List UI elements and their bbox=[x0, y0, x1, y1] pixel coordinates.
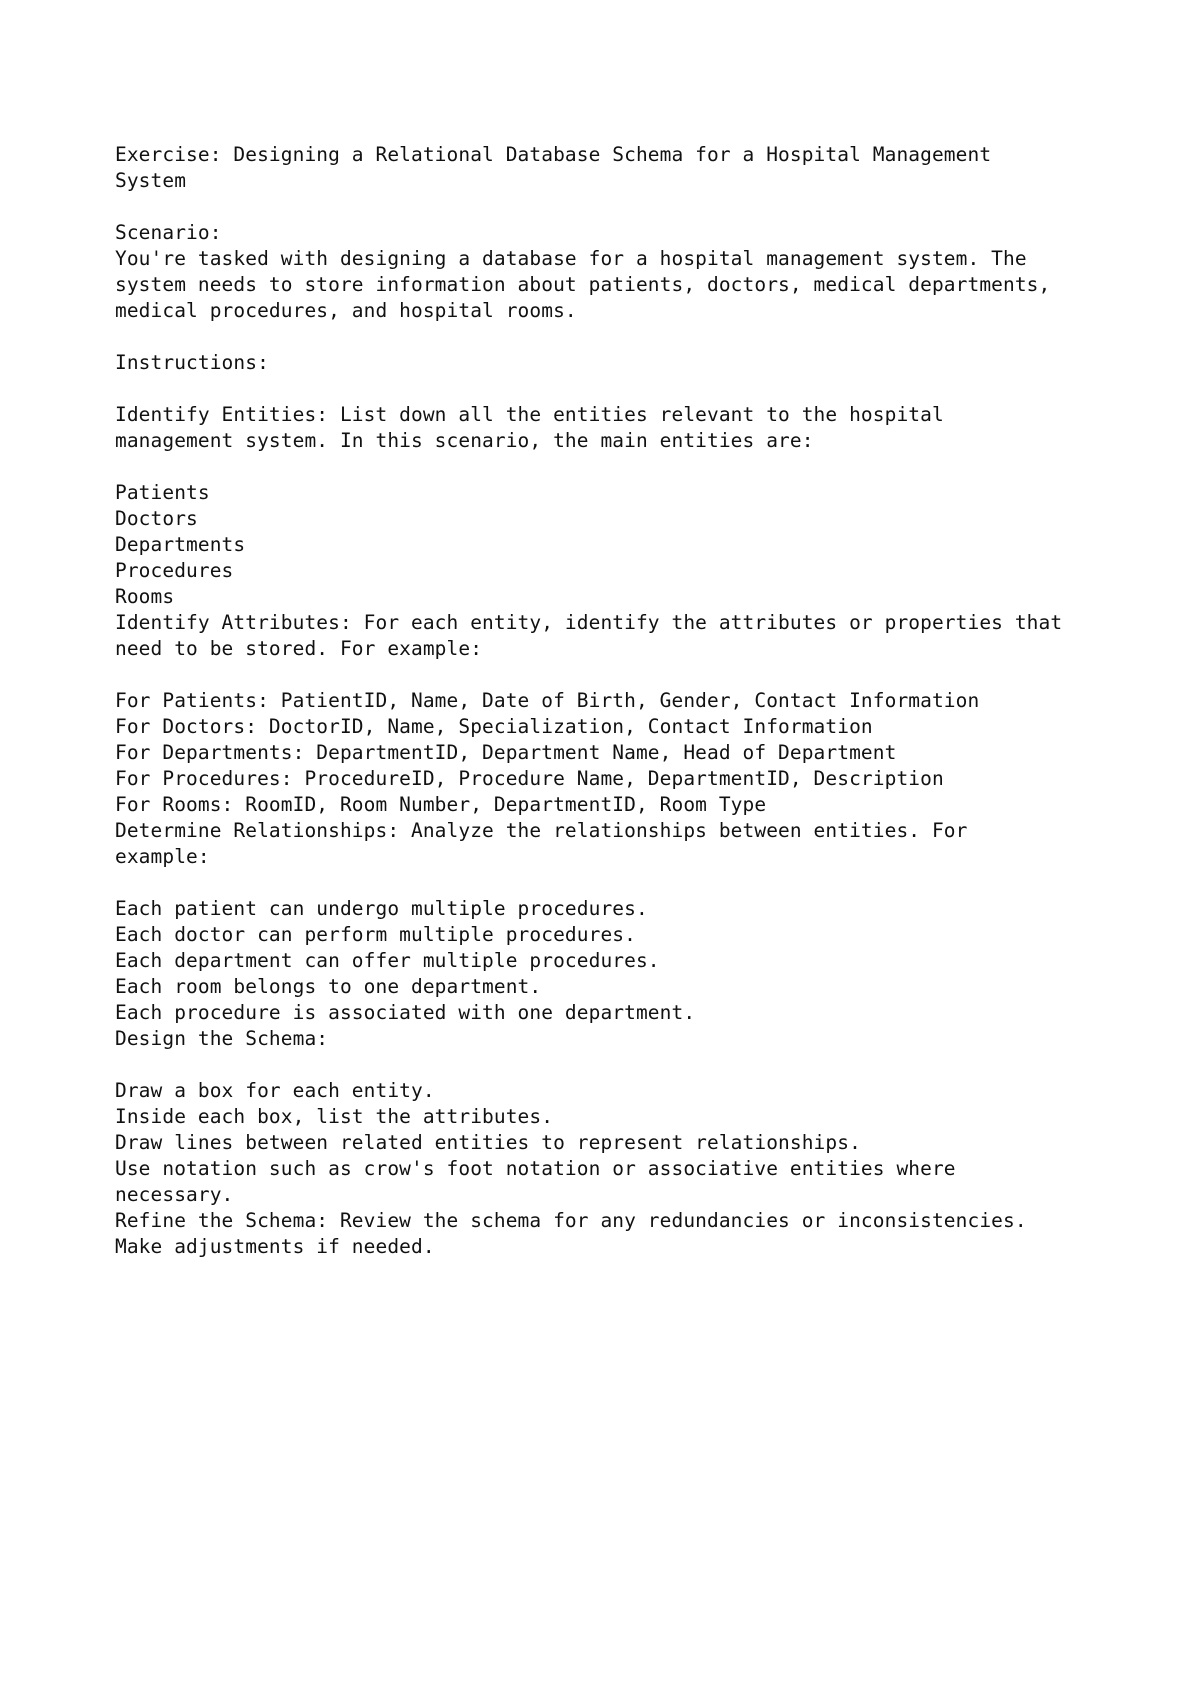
design-step: Draw lines between related entities to represent relationships. bbox=[115, 1131, 861, 1154]
relationships-line: example: bbox=[115, 845, 210, 868]
relationship-item: Each room belongs to one department. bbox=[115, 975, 542, 998]
identify-entities-line: Identify Entities: List down all the entities relevant to the hospital bbox=[115, 403, 944, 426]
attribute-item: For Procedures: ProcedureID, Procedure Name, DepartmentID, Description bbox=[115, 767, 944, 790]
identify-attributes-line: need to be stored. For example: bbox=[115, 637, 483, 660]
relationships-line: Determine Relationships: Analyze the relationships between entities. For bbox=[115, 819, 968, 842]
entity-item: Procedures bbox=[115, 559, 234, 582]
scenario-line: medical procedures, and hospital rooms. bbox=[115, 299, 577, 322]
design-step: Use notation such as crow's foot notation or associative entities where bbox=[115, 1157, 956, 1180]
title-line-1: Exercise: Designing a Relational Database Schema for a Hospital Management bbox=[115, 143, 992, 166]
design-step: Draw a box for each entity. bbox=[115, 1079, 435, 1102]
title-line-2: System bbox=[115, 169, 187, 192]
relationship-item: Each patient can undergo multiple procedures. bbox=[115, 897, 648, 920]
spacer bbox=[115, 662, 1115, 688]
refine-line: Make adjustments if needed. bbox=[115, 1235, 435, 1258]
refine-line: Refine the Schema: Review the schema for any redundancies or inconsistencies. bbox=[115, 1209, 1027, 1232]
spacer bbox=[115, 870, 1115, 896]
document-page bbox=[115, 142, 1115, 1260]
entity-item: Rooms bbox=[115, 585, 175, 608]
spacer bbox=[115, 376, 1115, 402]
design-heading: Design the Schema: bbox=[115, 1027, 329, 1050]
instructions-heading: Instructions: bbox=[115, 351, 269, 374]
relationship-item: Each procedure is associated with one department. bbox=[115, 1001, 696, 1024]
attribute-item: For Doctors: DoctorID, Name, Specialization, Contact Information bbox=[115, 715, 873, 738]
spacer bbox=[115, 324, 1115, 350]
attribute-item: For Patients: PatientID, Name, Date of Birth, Gender, Contact Information bbox=[115, 689, 980, 712]
attribute-item: For Departments: DepartmentID, Department Name, Head of Department bbox=[115, 741, 897, 764]
spacer bbox=[115, 194, 1115, 220]
design-step: Inside each box, list the attributes. bbox=[115, 1105, 554, 1128]
attribute-item: For Rooms: RoomID, Room Number, DepartmentID, Room Type bbox=[115, 793, 767, 816]
spacer bbox=[115, 454, 1115, 480]
scenario-line: system needs to store information about patients, doctors, medical departments, bbox=[115, 273, 1051, 296]
identify-entities-line: management system. In this scenario, the main entities are: bbox=[115, 429, 814, 452]
entity-item: Patients bbox=[115, 481, 210, 504]
entity-item: Departments bbox=[115, 533, 246, 556]
design-step: necessary. bbox=[115, 1183, 234, 1206]
scenario-heading: Scenario: bbox=[115, 221, 222, 244]
identify-attributes-line: Identify Attributes: For each entity, identify the attributes or properties that bbox=[115, 611, 1063, 634]
scenario-line: You're tasked with designing a database for a hospital management system. The bbox=[115, 247, 1027, 270]
spacer bbox=[115, 1052, 1115, 1078]
entity-item: Doctors bbox=[115, 507, 198, 530]
relationship-item: Each doctor can perform multiple procedures. bbox=[115, 923, 636, 946]
relationship-item: Each department can offer multiple procedures. bbox=[115, 949, 660, 972]
